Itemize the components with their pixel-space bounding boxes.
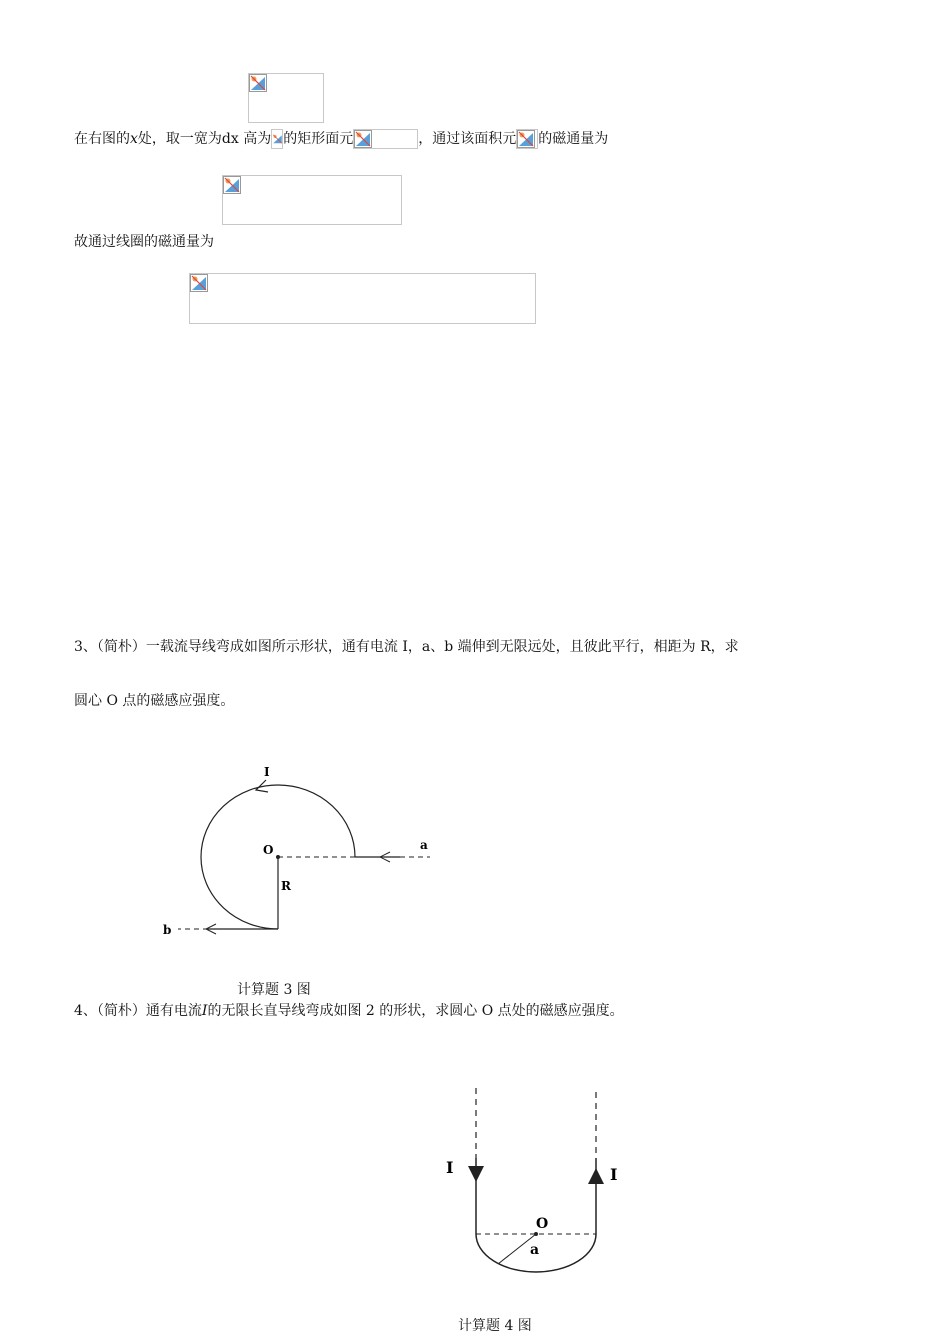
problem-4-text <box>74 1000 624 1020</box>
text: 4、（简朴）通有电流 <box>74 1003 202 1019</box>
label-a: a <box>420 838 428 852</box>
formula-image-inline <box>516 129 538 149</box>
broken-image-icon <box>190 274 208 292</box>
arrow-down <box>468 1166 484 1182</box>
formula-image-inline <box>271 129 283 149</box>
label-O: O <box>263 843 274 857</box>
text: 的无限长直导线弯成如图 2 的形状，求圆心 O 点处的磁感应强度。 <box>207 1003 624 1019</box>
center-point <box>534 1232 538 1236</box>
formula-image-placeholder <box>222 175 402 225</box>
problem-3-figure <box>150 760 450 950</box>
text: 处，取一宽为 <box>137 131 222 147</box>
text: ，通过该面积元 <box>418 131 517 147</box>
text: 在右图的 <box>74 131 130 147</box>
broken-image-icon <box>223 176 241 194</box>
total-flux-sentence: 故通过线圈的磁通量为 <box>74 234 214 250</box>
label-O: O <box>536 1216 549 1232</box>
problem-4-figure <box>430 1080 660 1290</box>
var-x: x <box>130 131 138 147</box>
broken-image-icon <box>354 130 372 148</box>
formula-image-placeholder <box>189 273 536 324</box>
formula-image-inline <box>353 129 418 149</box>
var-dx: dx <box>221 131 239 147</box>
arrow-up <box>588 1168 604 1184</box>
label-R: R <box>281 879 291 893</box>
problem-3-caption: 计算题 3 图 <box>237 982 311 998</box>
text: 的磁通量为 <box>538 131 609 147</box>
problem-3-text-line1: 3、（简朴）一载流导线弯成如图所示形状，通有电流 I，a、b 端伸到无限远处，且彼此平行，相距为 R，求 <box>74 639 739 655</box>
problem-4-caption: 计算题 4 图 <box>458 1318 532 1334</box>
flux-element-sentence <box>74 129 608 149</box>
label-a: a <box>530 1242 540 1258</box>
broken-image-icon <box>272 130 283 148</box>
label-I-right: I <box>610 1165 618 1184</box>
label-I: I <box>264 765 270 779</box>
label-b: b <box>163 923 172 937</box>
broken-image-icon <box>249 74 267 92</box>
label-I-left: I <box>446 1158 454 1177</box>
center-point <box>276 855 280 859</box>
var-I: I <box>201 1003 208 1019</box>
text: 的矩形面元 <box>283 131 354 147</box>
formula-image-placeholder <box>248 73 324 123</box>
text: 高为 <box>243 131 272 147</box>
broken-image-icon <box>517 130 535 148</box>
problem-3-text-line2: 圆心 O 点的磁感应强度。 <box>74 693 235 709</box>
